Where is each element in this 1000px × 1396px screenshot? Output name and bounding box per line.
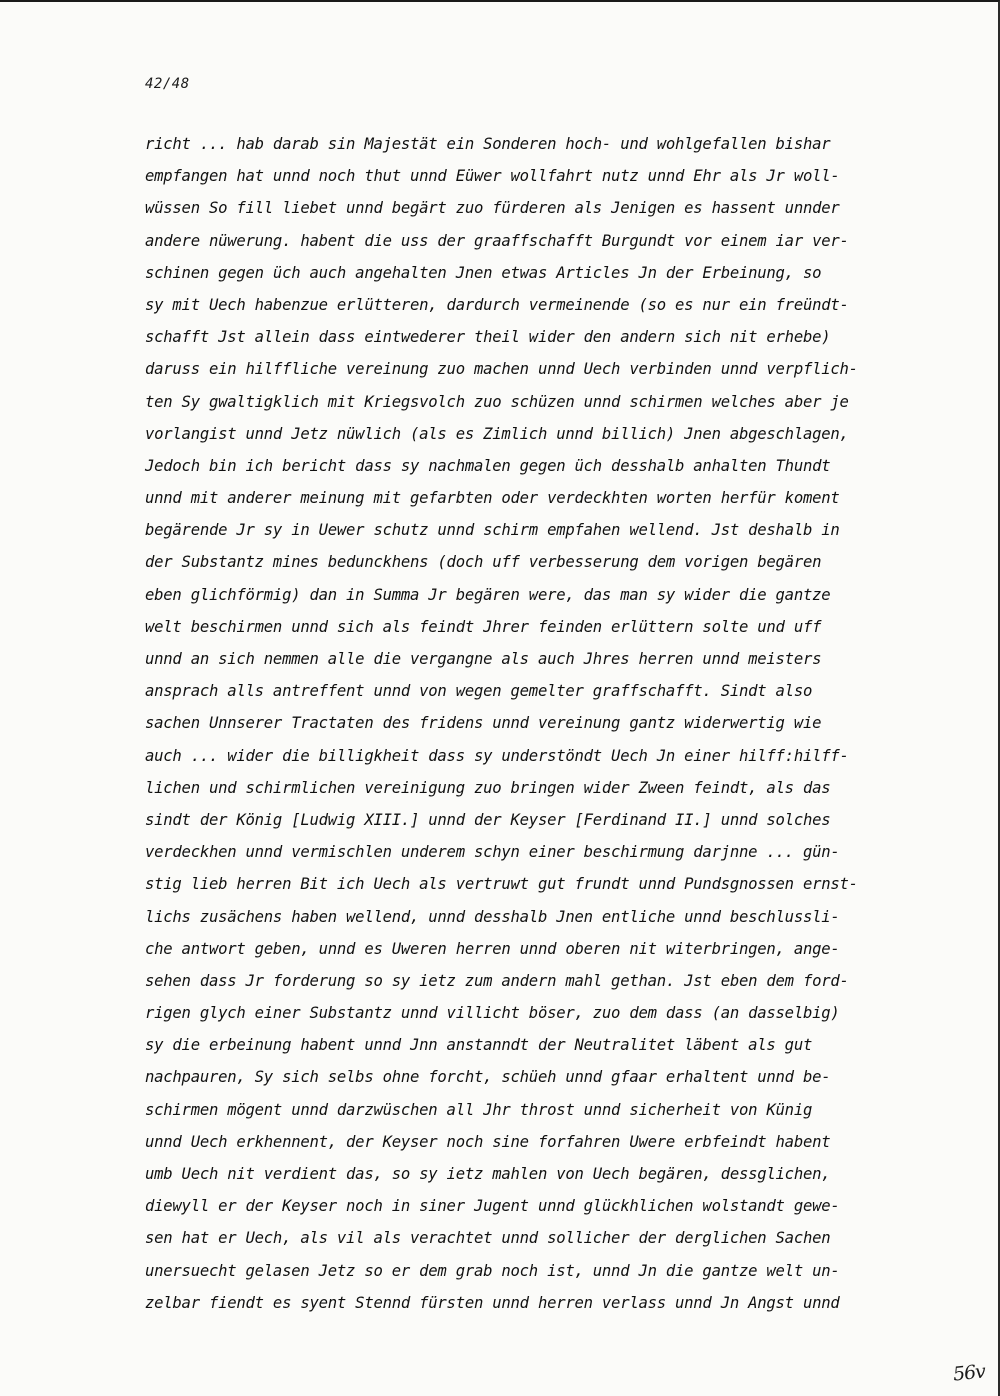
text-line: richt ... hab darab sin Majestät ein Sonderen hoch- und wohlgefallen bishar — [145, 135, 831, 153]
folio-note: 56v — [951, 1360, 986, 1386]
text-line: stig lieb herren Bit ich Uech als vertruwt gut frundt unnd Pundsgnossen ernst- — [145, 875, 858, 894]
text-line: der Substantz mines bedunckhens (doch uff verbesserung dem vorigen begären — [145, 553, 822, 572]
text-line: begärende Jr sy in Uewer schutz unnd schirm empfahen wellend. Jst deshalb in — [145, 521, 840, 540]
text-line: ten Sy gwaltigklich mit Kriegsvolch zuo schüzen unnd schirmen welches aber je — [145, 392, 849, 411]
text-line: andere nüwerung. habent die uss der graaffschafft Burgundt vor einem iar ver- — [145, 231, 849, 250]
text-line: welt beschirmen unnd sich als feindt Jhrer feinden erlüttern solte und uff — [145, 617, 822, 636]
text-line: nachpauren, Sy sich selbs ohne forcht, schüeh unnd gfaar erhaltent unnd be- — [145, 1068, 831, 1087]
text-line: vorlangist unnd Jetz nüwlich (als es Zimlich unnd billich) Jnen abgeschlagen, — [145, 424, 849, 443]
text-line: sy die erbeinung habent unnd Jnn anstanndt der Neutralitet läbent als gut — [145, 1036, 813, 1055]
text-line: unnd mit anderer meinung mit gefarbten oder verdeckhten worten herfür koment — [145, 489, 840, 508]
text-line: unnd an sich nemmen alle die vergangne als auch Jhres herren unnd meisters — [145, 650, 822, 668]
text-line: sen hat er Uech, als vil als verachtet unnd sollicher der derglichen Sachen — [145, 1229, 831, 1248]
text-line: diewyll er der Keyser noch in siner Jugent unnd glückhlichen wolstandt gewe- — [145, 1197, 840, 1216]
text-line: schafft Jst allein dass eintwederer theil wider den andern sich nit erhebe) — [145, 328, 831, 347]
text-line: sindt der König [Ludwig XIII.] unnd der Keyser [Ferdinand II.] unnd solches — [145, 810, 831, 829]
text-line: Jedoch bin ich bericht dass sy nachmalen gegen üch desshalb anhalten Thundt — [145, 456, 831, 475]
text-line: lichen und schirmlichen vereinigung zuo bringen wider Zween feindt, als das — [145, 778, 831, 797]
text-line: unersuecht gelasen Jetz so er dem grab noch ist, unnd Jn die gantze welt un- — [145, 1261, 840, 1280]
text-line: sehen dass Jr forderung so sy ietz zum andern mahl gethan. Jst eben dem ford- — [145, 971, 849, 990]
text-line: zelbar fiendt es syent Stennd fürsten unnd herren verlass unnd Jn Angst unnd — [145, 1293, 840, 1312]
text-line: sy mit Uech habenzue erlütteren, dardurch vermeinende (so es nur ein freündt- — [145, 295, 849, 314]
text-line: wüssen So fill liebet unnd begärt zuo fürderen als Jenigen es hassent unnder — [145, 199, 840, 218]
text-line: schirmen mögent unnd darzwüschen all Jhr throst unnd sicherheit von Künig — [145, 1100, 813, 1119]
text-line: verdeckhen unnd vermischlen underem schyn einer beschirmung darjnne ... gün- — [145, 843, 840, 862]
text-line: ansprach alls antreffent unnd von wegen gemelter graffschafft. Sindt also — [145, 682, 813, 701]
text-line: che antwort geben, unnd es Uweren herren unnd oberen nit witerbringen, ange- — [145, 939, 840, 958]
text-line: umb Uech nit verdient das, so sy ietz mahlen von Uech begären, dessglichen, — [145, 1165, 831, 1183]
text-line: auch ... wider die billigkheit dass sy understöndt Uech Jn einer hilff:hilff- — [145, 746, 849, 765]
text-line: daruss ein hilffliche vereinung zuo machen unnd Uech verbinden unnd verpflich- — [145, 360, 858, 379]
text-line: lichs zusächens haben wellend, unnd desshalb Jnen entliche unnd beschlussli- — [145, 907, 840, 926]
text-line: unnd Uech erkhennent, der Keyser noch sine forfahren Uwere erbfeindt habent — [145, 1132, 831, 1151]
text-line: empfangen hat unnd noch thut unnd Eüwer wollfahrt nutz unnd Ehr als Jr woll- — [145, 167, 840, 186]
page-number: 42/48 — [145, 76, 190, 92]
transcription-body — [145, 128, 915, 1319]
text-line: schinen gegen üch auch angehalten Jnen etwas Articles Jn der Erbeinung, so — [145, 263, 822, 282]
text-line: rigen glych einer Substantz unnd villicht böser, zuo dem dass (an dasselbig) — [145, 1004, 840, 1023]
text-line: sachen Unnserer Tractaten des fridens unnd vereinung gantz widerwertig wie — [145, 714, 822, 733]
text-line: eben glichförmig) dan in Summa Jr begären were, das man sy wider die gantze — [145, 585, 831, 604]
